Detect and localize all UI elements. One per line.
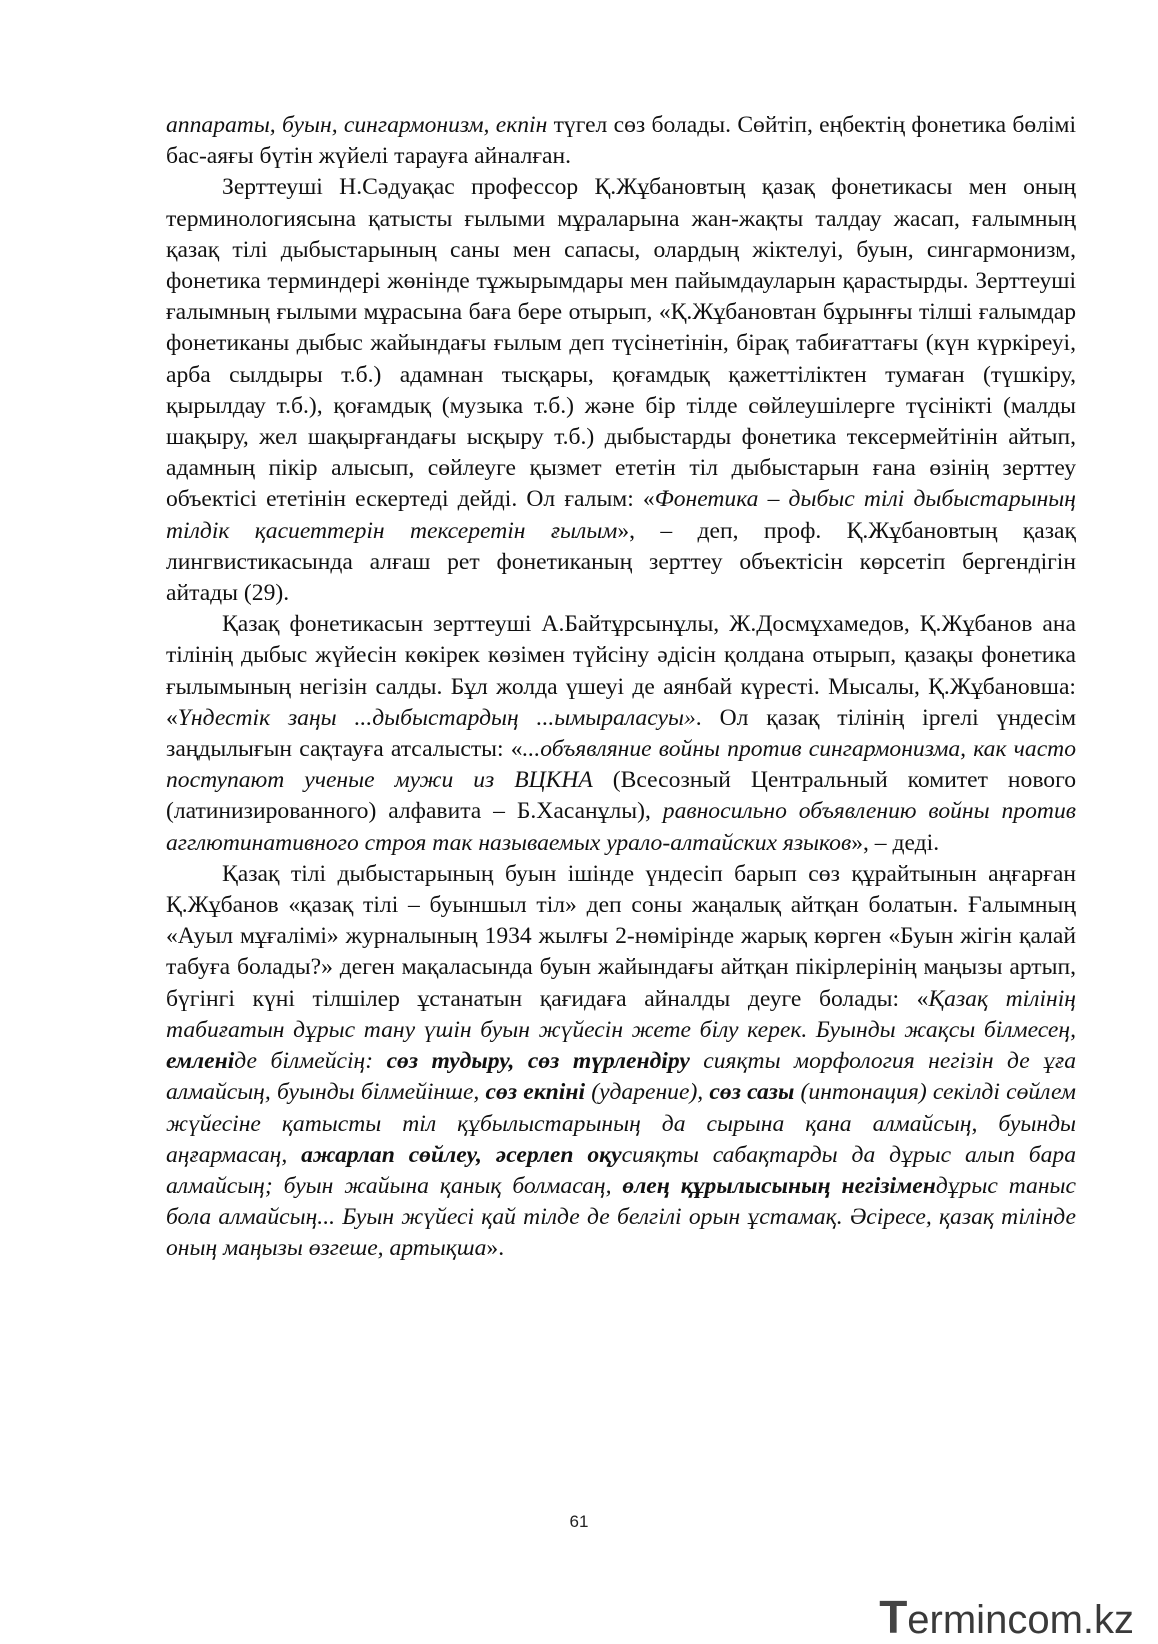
text-run: », – деп, проф. Қ.Жұбановтың қазақ лингвистикасында алғаш рет фонетиканың зерттеу объектісін көрсетіп бергендігін айтады (29). (166, 517, 1076, 607)
text-run: Фонетика – дыбыс тілі дыбыстарының тілдік қасиеттерін тексеретін ғылым (166, 486, 1076, 544)
paragraph (166, 110, 1076, 172)
text-run: Зерттеуші Н.Сәдуақас профессор Қ.Жұбановтың қазақ фонетикасы мен оның терминологиясына қатысты ғылыми мұраларына жан-жақты талдау жасап, ғалымның қазақ тілі дыбыстарының саны мен сапасы, олардың жіктелуі, буын, сингармонизм, фонетика терминдері жөнінде тұжырымдары мен пайымдауларын қарастырды. Зерттеуші ғалымның ғылыми мұрасына баға бере отырып, «Қ.Жұбановтан бұрынғы тілші ғалымдар фонетиканы дыбыс жайындағы ғылым деп түсінетінін, бірақ табиғаттағы (күн күркіреуі, арба сылдыры т.б.) адамнан тысқары, қоғамдық қажеттіліктен тумаған (түшкіру, қырылдау т.б.), қоғамдық (музыка т.б.) және бір тілде сөйлеушілерге түсінікті (малды шақыру, жел шақырғандағы ысқыру т.б.) дыбыстарды фонетика тексермейтінін айтып, адамның пікір алысып, сөйлеуге қызмет ететін тіл дыбыстарын ғана өзінің зерттеу объектісі ететінін ескертеді дейді. Ол ғалым: « (166, 174, 1076, 513)
paragraph (166, 172, 1076, 609)
watermark-logo (879, 1590, 1134, 1644)
text-run: өлең құрылысының негізімен (622, 1172, 936, 1199)
text-run: Қазақ тілінің табиғатын дұрыс тану үшін буын жүйесін жете білу керек. Буынды жақсы білмесең, (166, 985, 1076, 1043)
body-text (166, 110, 1076, 1265)
text-run: (ударение), (585, 1079, 710, 1106)
text-run: Қазақ тілі дыбыстарының буын ішінде үндесіп барып сөз құрайтынын аңғарған Қ.Жұбанов «қазақ тілі – буыншыл тіл» деп соны жаңалық айтқан болатын. Ғалымның «Ауыл мұғалімі» журналының 1934 жылғы 2-нөмірінде жарық көрген «Буын жігін қалай табуға болады?» деген мақаласында буын жайындағы айтқан пікірлерінің маңызы артып, бүгінгі күні тілшілер ұстанатын қағидаға айналды деуге болады: « (166, 860, 1076, 1012)
text-run: », – деді. (851, 829, 940, 856)
text-run: ». (486, 1235, 505, 1262)
page-number: 61 (569, 1512, 589, 1531)
text-run: (Всесозный Центральный комитет нового (латинизированного) алфавита – Б.Хасанұлы), (166, 767, 1076, 825)
text-run: сияқты сабақтарды да дұрыс алып бара алмайсың; буын жайына қанық болмасаң, (166, 1141, 1077, 1199)
text-run: Қазақ фонетикасын зерттеуші А.Байтұрсынұлы, Ж.Досмұхамедов, Қ.Жұбанов ана тілінің дыбыс жүйесін көкірек көзімен түйсіну әдісін қолдана отырып, қазақы фонетика ғылымының негізін салды. Бұл жолда үшеуі де аянбай күресті. Мысалы, Қ.Жұбановша: « (166, 611, 1076, 731)
text-run: аппараты, буын, сингармонизм, екпін (166, 112, 548, 138)
text-run: дұрыс таныс бола алмайсың... Буын жүйесі қай тілде де белгілі орын ұстамақ. Әсіресе, қазақ тілінде оның маңызы өзгеше, артықша (166, 1172, 1076, 1262)
text-run: түгел сөз болады. Сөйтіп, еңбектің фонетика бөлімі бас-аяғы бүтін жүйелі тарауға айналған. (166, 112, 1077, 170)
text-run: сияқты морфология негізін де ұға алмайсың, буынды білмейінше, (166, 1048, 1076, 1106)
text-run: емлені (166, 1048, 235, 1075)
text-run: Үндестік заңы ...дыбыстардың ...ымыраласуы» (177, 704, 696, 731)
text-run: ...объявляние войны против сингармонизма, как часто поступают ученые мужи из ВЦКНА (166, 736, 1077, 794)
watermark-text: ermincom.kz (907, 1598, 1134, 1642)
text-run: (интонация) секілді сөйлем жүйесіне қатысты тіл құбылыстарының да сырына қана алмайсың, буынды аңғармасаң, (166, 1079, 1076, 1168)
text-run: сөз екпіні (485, 1079, 585, 1106)
text-run: . Ол қазақ тілінің іргелі үндесім заңдылығын сақтауға атсалысты: « (166, 704, 1076, 763)
text-run: ажарлап сөйлеу, әсерлеп оқу (301, 1141, 622, 1168)
text-run: равносильно объявлению войны против агглютинативного строя так называемых урало-алтайских языков (166, 798, 1076, 856)
paragraph (166, 859, 1076, 1265)
watermark-initial: T (879, 1591, 908, 1643)
text-run: де білмейсің: (234, 1048, 387, 1075)
text-run: сөз тудыру, сөз түрлендіру (386, 1048, 690, 1075)
text-run: сөз сазы (709, 1079, 795, 1106)
paragraph (166, 609, 1076, 859)
